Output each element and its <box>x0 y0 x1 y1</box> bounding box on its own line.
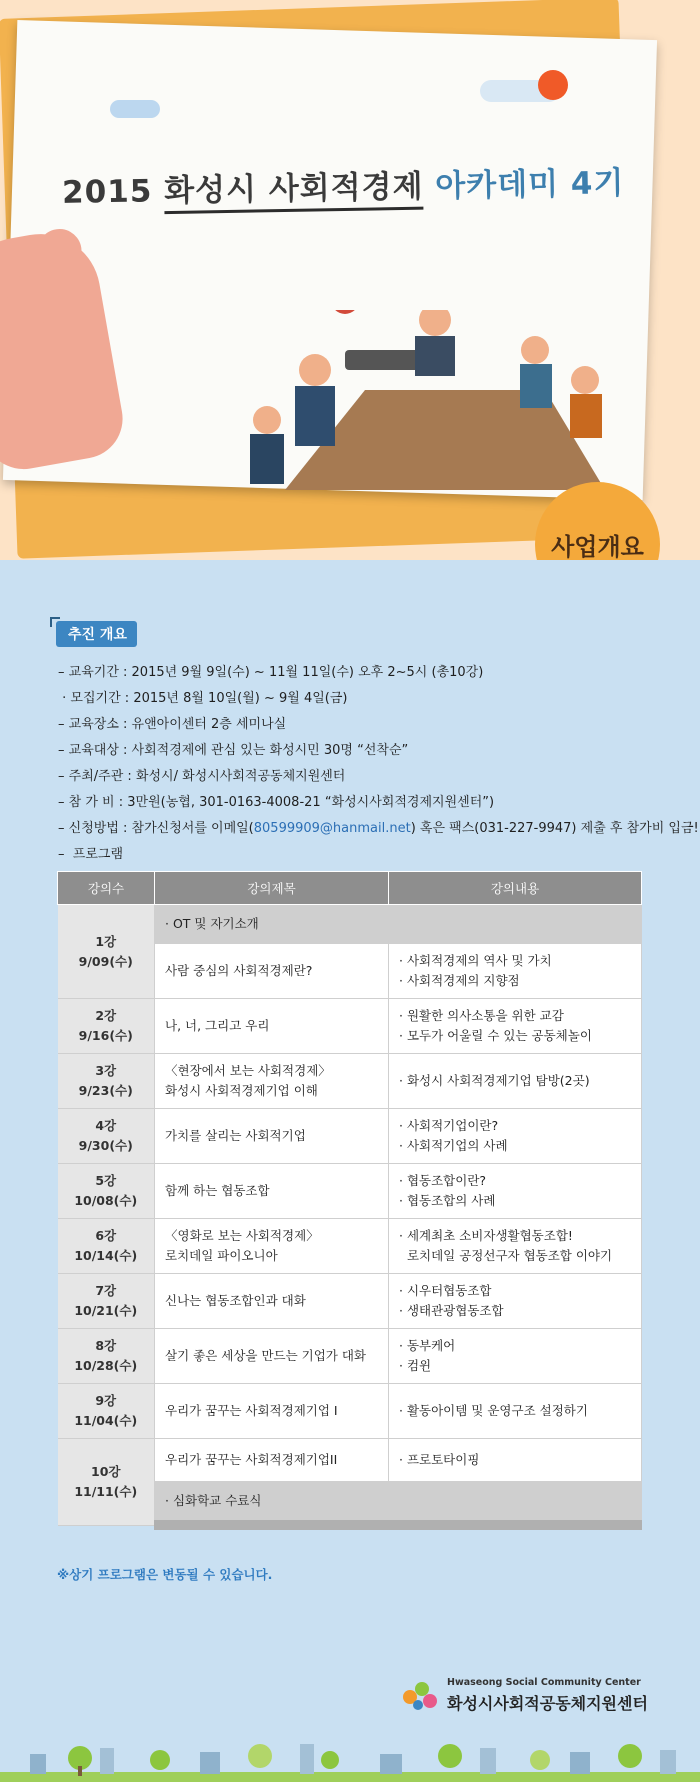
session-title: 사람 중심의 사회적경제란? <box>155 944 389 999</box>
table-row <box>58 1274 642 1329</box>
session-content: · 사회적경제의 역사 및 가치 · 사회적경제의 지향점 <box>389 944 642 999</box>
session-title: · OT 및 자기소개 <box>155 905 642 944</box>
table-row <box>58 905 642 944</box>
session-title: 가치를 살리는 사회적기업 <box>155 1109 389 1164</box>
session-number: 5강 10/08(수) <box>58 1164 155 1219</box>
info-row-target: – 교육대상 : 사회적경제에 관심 있는 화성시민 30명 “선착순” <box>58 743 409 758</box>
org-name-ko: 화성시사회적공동체지원센터 <box>447 1694 648 1713</box>
table-row <box>58 1054 642 1109</box>
session-title: 우리가 꿈꾸는 사회적경제기업II <box>155 1439 389 1482</box>
organization-logo <box>400 1675 665 1717</box>
info-row-apply: – 신청방법 : 참가신청서를 이메일(80599909@hanmail.net) 혹은 팩스(031-227-9947) 제출 후 참가비 입금! <box>58 821 699 836</box>
session-content: · 프로토타이핑 <box>389 1439 642 1482</box>
header-session: 강의수 <box>58 872 155 905</box>
section-tag: 추진 개요 <box>56 621 137 647</box>
session-number: 8강 10/28(수) <box>58 1329 155 1384</box>
session-content: · 화성시 사회적경제기업 탐방(2곳) <box>389 1054 642 1109</box>
hero-title: 2015 화성시 사회적경제 아카데미 4기 <box>62 157 625 212</box>
session-number: 9강 11/04(수) <box>58 1384 155 1439</box>
info-row-fee: – 참 가 비 : 3만원(농협, 301-0163-4008-21 “화성시사회적경제지원센터”) <box>58 795 495 810</box>
org-logo-icon <box>400 1679 442 1713</box>
session-number: 1강 9/09(수) <box>58 905 155 999</box>
info-row-period: – 교육기간 : 2015년 9월 9일(수) ~ 11월 11일(수) 오후 2~5시 (총10강) <box>58 665 484 680</box>
cloud-icon <box>110 100 160 118</box>
session-title: 나, 너, 그리고 우리 <box>155 999 389 1054</box>
program-note: ※상기 프로그램은 변동될 수 있습니다. <box>57 1567 273 1582</box>
session-title: 함께 하는 협동조합 <box>155 1164 389 1219</box>
meeting-illustration <box>245 310 625 510</box>
email-link[interactable]: 80599909@hanmail.net <box>253 821 411 836</box>
session-content: · 원활한 의사소통을 위한 교감 · 모두가 어울릴 수 있는 공동체놀이 <box>389 999 642 1054</box>
overview-info <box>58 660 699 868</box>
table-row <box>58 1439 642 1482</box>
org-name-en: Hwaseong Social Community Center <box>447 1677 641 1688</box>
session-content: · 동부케어 · 컴윈 <box>389 1329 642 1384</box>
session-content: · 사회적기업이란? · 사회적기업의 사례 <box>389 1109 642 1164</box>
session-content: · 활동아이템 및 운영구조 설정하기 <box>389 1384 642 1439</box>
hero-illustration <box>0 0 700 560</box>
town-illustration <box>0 1740 700 1782</box>
info-row-program: – 프로그램 <box>58 847 123 862</box>
session-content: · 세계최초 소비자생활협동조합! 로치데일 공정선구자 협동조합 이야기 <box>389 1219 642 1274</box>
program-table <box>57 871 642 1530</box>
table-row <box>58 1109 642 1164</box>
table-row <box>58 1384 642 1439</box>
session-number: 10강 11/11(수) <box>58 1439 155 1526</box>
table-row <box>58 1164 642 1219</box>
session-number: 3강 9/23(수) <box>58 1054 155 1109</box>
session-number: 4강 9/30(수) <box>58 1109 155 1164</box>
session-title: 살기 좋은 세상을 만드는 기업가 대화 <box>155 1329 389 1384</box>
session-number: 6강 10/14(수) <box>58 1219 155 1274</box>
info-row-recruit: · 모집기간 : 2015년 8월 10일(월) ~ 9월 4일(금) <box>62 691 348 706</box>
session-title: · 심화학교 수료식 <box>155 1482 642 1526</box>
table-row <box>58 1219 642 1274</box>
table-row <box>58 1329 642 1384</box>
session-number: 7강 10/21(수) <box>58 1274 155 1329</box>
overview-badge: 사업개요 <box>535 482 660 560</box>
sun-icon <box>538 70 568 100</box>
header-content: 강의내용 <box>389 872 642 905</box>
info-row-host: – 주최/주관 : 화성시/ 화성시사회적공동체지원센터 <box>58 769 346 784</box>
session-title: 우리가 꿈꾸는 사회적경제기업 I <box>155 1384 389 1439</box>
session-number: 2강 9/16(수) <box>58 999 155 1054</box>
session-title: 〈현장에서 보는 사회적경제〉 화성시 사회적경제기업 이해 <box>155 1054 389 1109</box>
table-row <box>58 999 642 1054</box>
table-header-row <box>58 872 642 905</box>
session-title: 신나는 협동조합인과 대화 <box>155 1274 389 1329</box>
info-row-place: – 교육장소 : 유앤아이센터 2층 세미나실 <box>58 717 287 732</box>
session-content: · 시우터협동조합 · 생태관광협동조합 <box>389 1274 642 1329</box>
session-content: · 협동조합이란? · 협동조합의 사례 <box>389 1164 642 1219</box>
header-title: 강의제목 <box>155 872 389 905</box>
session-title: 〈영화로 보는 사회적경제〉 로치데일 파이오니아 <box>155 1219 389 1274</box>
